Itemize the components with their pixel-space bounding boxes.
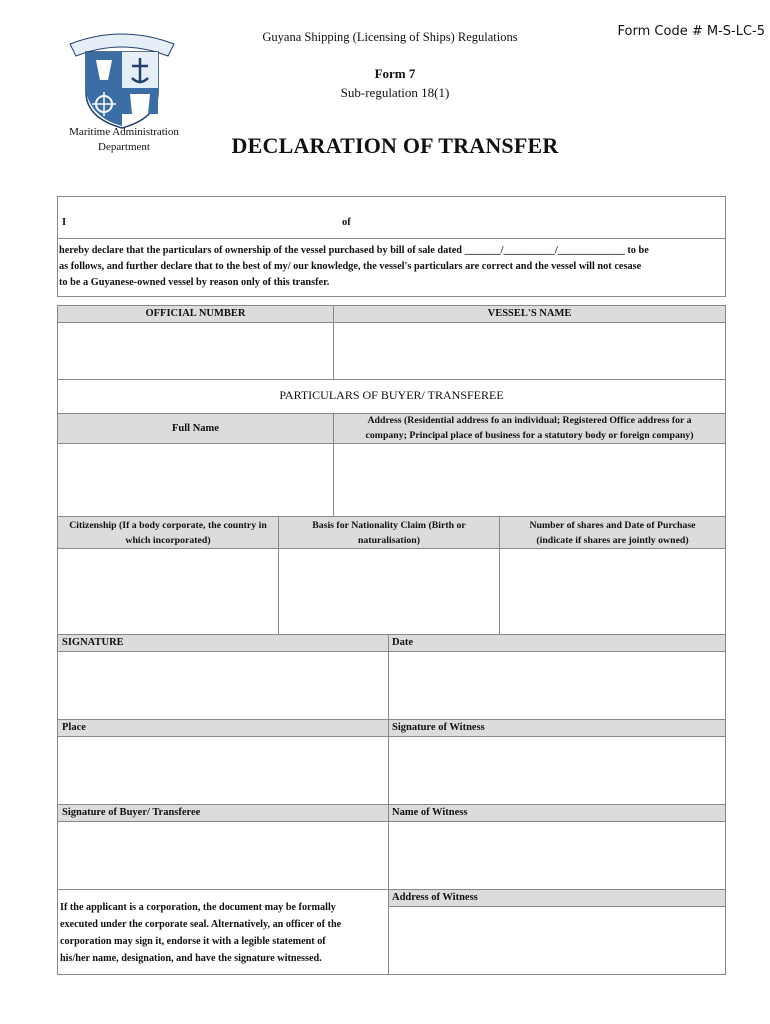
- date-label: Date: [392, 637, 413, 648]
- nationality-basis-field[interactable]: [278, 548, 500, 635]
- full-name-field[interactable]: [57, 443, 334, 517]
- declarant-name-field[interactable]: [57, 196, 726, 239]
- witness-address-label: Address of Witness: [392, 892, 478, 903]
- sub-regulation: Sub-regulation 18(1): [340, 85, 450, 100]
- nationality-basis-line-2: naturalisation): [357, 535, 421, 546]
- citizenship-label-line-1: Citizenship (If a body corporate, the country in: [69, 520, 267, 531]
- declarant-of-label: of: [342, 217, 351, 228]
- place-label: Place: [62, 722, 86, 733]
- official-number-label: OFFICIAL NUMBER: [145, 308, 246, 319]
- signature-field[interactable]: [57, 651, 389, 720]
- vessel-name-field[interactable]: [333, 322, 726, 380]
- corporation-note-line-2: executed under the corporate seal. Alternatively, an officer of the: [60, 919, 342, 930]
- citizenship-label-line-2: which incorporated): [125, 535, 211, 546]
- corporation-note-line-4: his/her name, designation, and have the signature witnessed.: [60, 953, 322, 964]
- place-field[interactable]: [57, 736, 389, 805]
- shares-field[interactable]: [499, 548, 726, 635]
- shares-label-line-1: Number of shares and Date of Purchase: [529, 520, 696, 531]
- buyer-signature-label: Signature of Buyer/ Transferee: [62, 807, 201, 818]
- shares-label-line-2: (indicate if shares are jointly owned): [536, 535, 689, 546]
- date-field[interactable]: [388, 651, 726, 720]
- declaration-text: [59, 243, 724, 291]
- department-name: [58, 125, 190, 155]
- witness-signature-label: Signature of Witness: [392, 722, 485, 733]
- shares-label: [499, 518, 726, 548]
- citizenship-field[interactable]: [57, 548, 279, 635]
- place-header: [57, 719, 389, 737]
- full-name-label: Full Name: [172, 423, 219, 434]
- department-line-1: Maritime Administration: [69, 126, 179, 138]
- form-number: Form 7: [374, 66, 416, 81]
- declaration-line-3: to be a Guyanese-owned vessel by reason only of this transfer.: [59, 277, 330, 288]
- witness-address-field[interactable]: [388, 906, 726, 975]
- address-label-line-1: Address (Residential address fo an individual; Registered Office address for a: [367, 415, 692, 426]
- witness-name-label: Name of Witness: [392, 807, 468, 818]
- corporation-note-line-1: If the applicant is a corporation, the document may be formally: [60, 902, 336, 913]
- signature-label: SIGNATURE: [62, 637, 124, 648]
- address-field[interactable]: [333, 443, 726, 517]
- vessel-name-label: VESSEL'S NAME: [487, 308, 572, 319]
- buyer-signature-field[interactable]: [57, 821, 389, 890]
- declaration-line-2: as follows, and further declare that to the best of my/ our knowledge, the vessel's particulars are correct and the vessel will not cesase: [59, 261, 642, 272]
- department-line-2: Department: [98, 141, 150, 153]
- declarant-i-label: I: [62, 217, 67, 228]
- address-label-line-2: company; Principal place of business for a statutory body or foreign company): [365, 430, 694, 441]
- page-title: DECLARATION OF TRANSFER: [231, 133, 559, 158]
- corporation-note: [60, 899, 388, 967]
- maritime-administration-logo: [62, 22, 182, 130]
- buyer-section-title: PARTICULARS OF BUYER/ TRANSFEREE: [279, 388, 504, 402]
- nationality-basis-label: [278, 518, 500, 548]
- declaration-line-1: hereby declare that the particulars of ownership of the vessel purchased by bill of sale dated _______/__________/_____________ to be: [59, 245, 649, 256]
- official-number-field[interactable]: [57, 322, 334, 380]
- regulation-title: Guyana Shipping (Licensing of Ships) Regulations: [262, 30, 518, 44]
- corporation-note-line-3: corporation may sign it, endorse it with a legible statement of: [60, 936, 326, 947]
- nationality-basis-line-1: Basis for Nationality Claim (Birth or: [312, 520, 466, 531]
- date-header: [388, 634, 726, 652]
- address-label: [335, 413, 724, 443]
- citizenship-label: [57, 518, 279, 548]
- form-code: Form Code # M-S-LC-5: [617, 24, 765, 39]
- witness-signature-field[interactable]: [388, 736, 726, 805]
- witness-name-field[interactable]: [388, 821, 726, 890]
